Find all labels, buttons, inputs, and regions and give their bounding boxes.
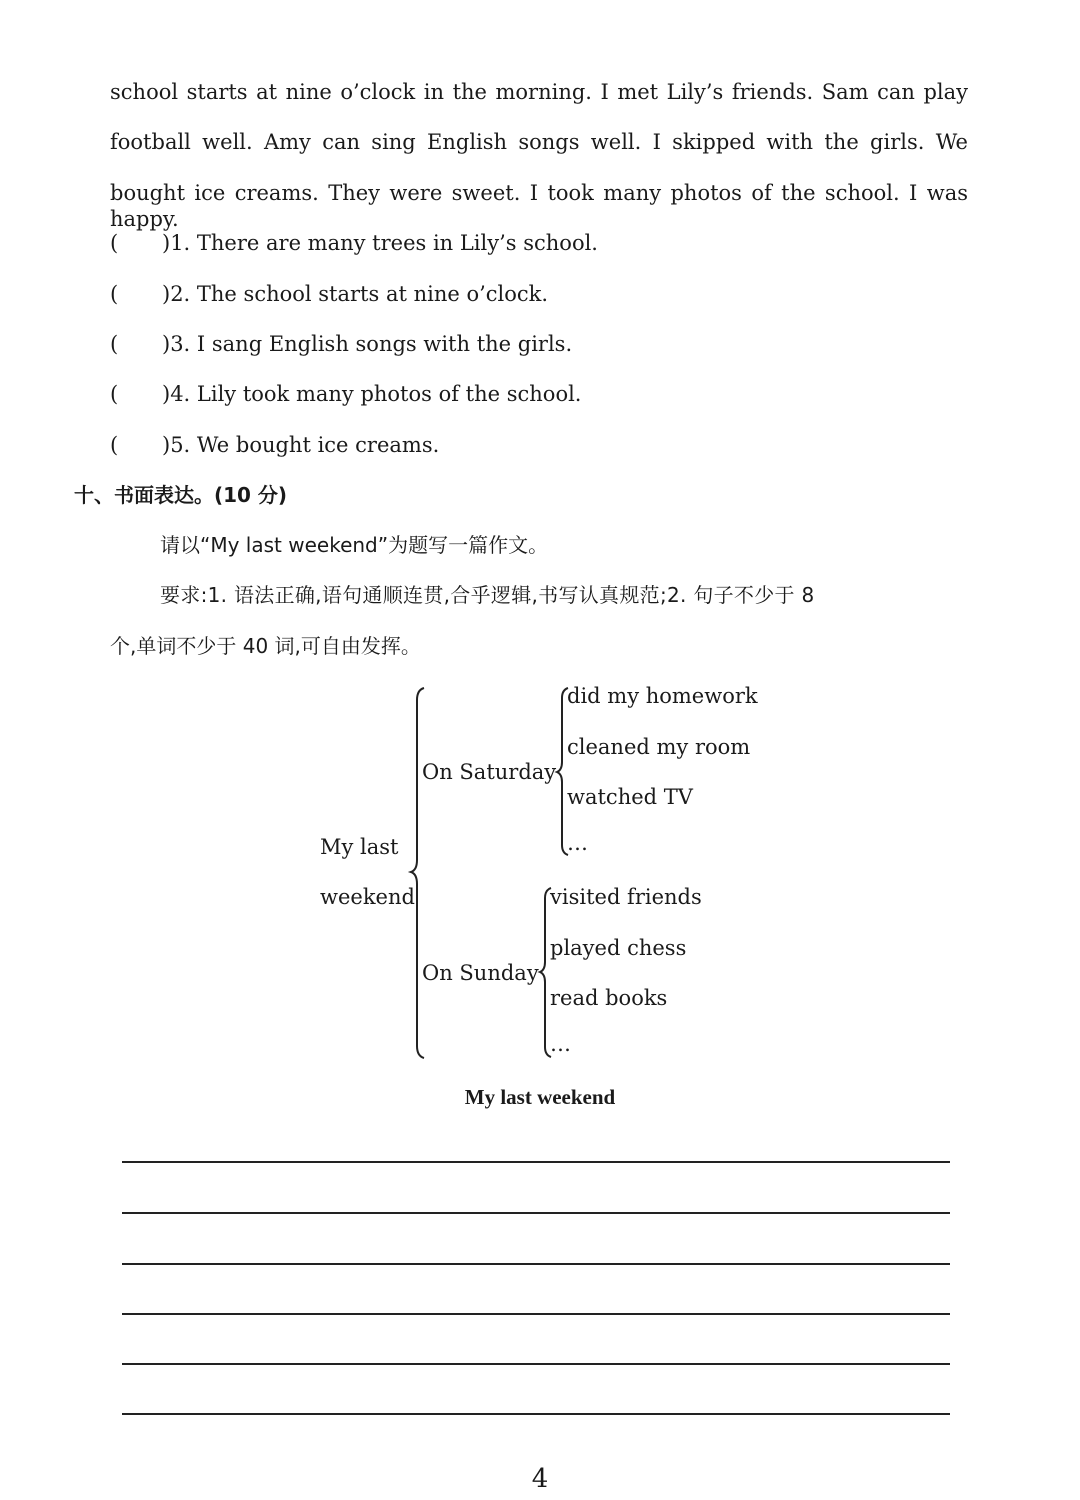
question-4: )4. Lily took many photos of the school. bbox=[162, 382, 582, 406]
saturday-label: On Saturday bbox=[422, 760, 557, 784]
sunday-item: visited friends bbox=[550, 885, 702, 909]
section-heading: 十、书面表达。(10 分) bbox=[74, 483, 288, 507]
requirements-line: 个,单词不少于 40 词,可自由发挥。 bbox=[110, 634, 421, 658]
passage-line: football well. Amy can sing English songs well. I skipped with the girls. We bbox=[110, 130, 968, 154]
passage-line: school starts at nine o’clock in the morning. I met Lily’s friends. Sam can play bbox=[110, 80, 968, 104]
answer-paren[interactable]: ( bbox=[110, 231, 119, 255]
writing-line[interactable] bbox=[122, 1161, 950, 1163]
essay-prompt: 请以“My last weekend”为题写一篇作文。 bbox=[160, 533, 549, 557]
passage-line: bought ice creams. They were sweet. I took many photos of the school. I was happy. bbox=[110, 181, 968, 231]
saturday-item: … bbox=[567, 831, 588, 855]
question-1: )1. There are many trees in Lily’s school. bbox=[162, 231, 598, 255]
writing-line[interactable] bbox=[122, 1413, 950, 1415]
writing-line[interactable] bbox=[122, 1313, 950, 1315]
requirements-line: 要求:1. 语法正确,语句通顺连贯,合乎逻辑,书写认真规范;2. 句子不少于 8 bbox=[160, 583, 815, 607]
writing-line[interactable] bbox=[122, 1263, 950, 1265]
question-5: )5. We bought ice creams. bbox=[162, 433, 440, 457]
sunday-label: On Sunday bbox=[422, 961, 539, 985]
answer-paren[interactable]: ( bbox=[110, 433, 119, 457]
answer-paren[interactable]: ( bbox=[110, 282, 119, 306]
essay-title: My last weekend bbox=[464, 1085, 616, 1109]
sunday-item: … bbox=[550, 1032, 571, 1056]
question-2: )2. The school starts at nine o’clock. bbox=[162, 282, 549, 306]
root-label: weekend bbox=[320, 885, 415, 909]
saturday-item: did my homework bbox=[567, 684, 758, 708]
saturday-item: watched TV bbox=[567, 785, 693, 809]
page-number: 4 bbox=[531, 1464, 549, 1494]
root-label: My last bbox=[320, 835, 399, 859]
answer-paren[interactable]: ( bbox=[110, 332, 119, 356]
question-3: )3. I sang English songs with the girls. bbox=[162, 332, 573, 356]
sunday-item: read books bbox=[550, 986, 668, 1010]
answer-paren[interactable]: ( bbox=[110, 382, 119, 406]
writing-line[interactable] bbox=[122, 1212, 950, 1214]
sunday-item: played chess bbox=[550, 936, 687, 960]
writing-line[interactable] bbox=[122, 1363, 950, 1365]
big-brace bbox=[411, 688, 424, 1058]
saturday-item: cleaned my room bbox=[567, 735, 751, 759]
